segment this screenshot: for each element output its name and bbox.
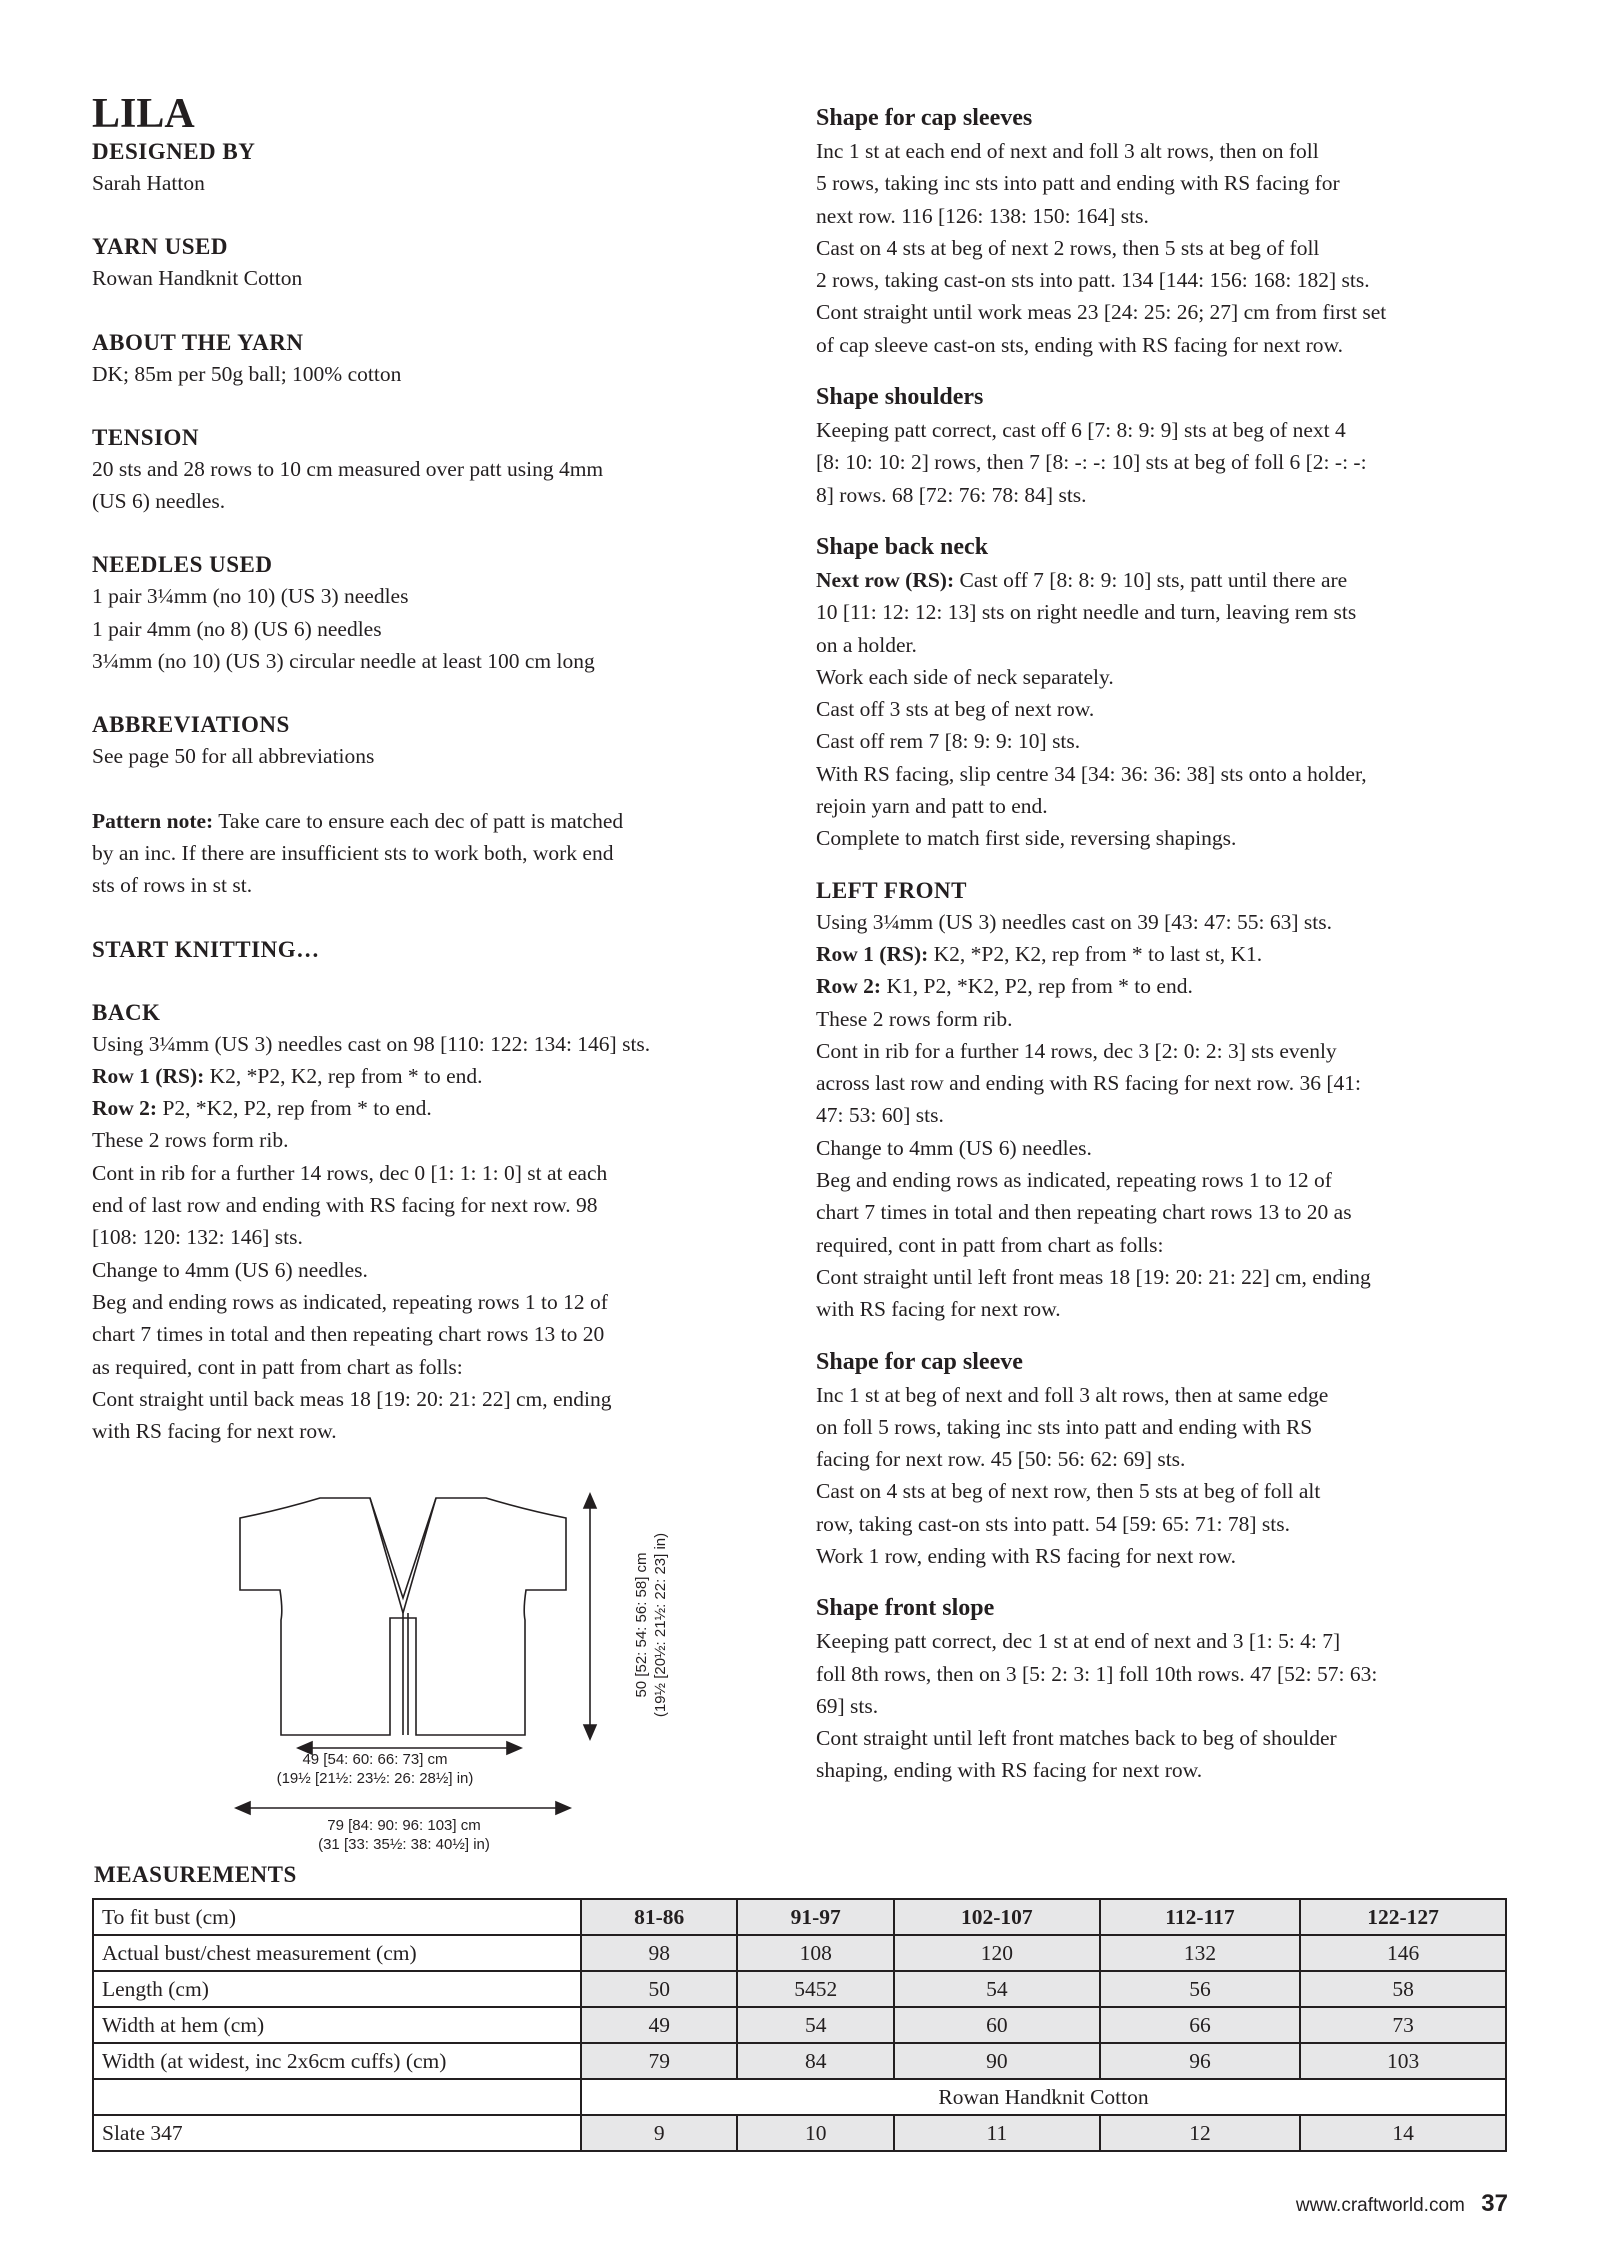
back-line: chart 7 times in total and then repeating chart rows 13 to 20 [92,1322,605,1347]
cap-sleeves-heading: Shape for cap sleeves [816,105,1033,131]
tension-line: (US 6) needles. [92,489,226,514]
cap-sleeves-line: Inc 1 st at each end of next and foll 3 alt rows, then on foll [816,139,1319,163]
value-cell: 79 [581,2043,737,2079]
back-row-2 [92,1092,792,1124]
value-cell: 9 [581,2115,737,2151]
left-front-heading: LEFT FRONT [816,877,967,903]
left-front-line: chart 7 times in total and then repeating chart rows 13 to 20 as [816,1200,1352,1225]
back-line: Beg and ending rows as indicated, repeating rows 1 to 12 of [92,1289,608,1314]
back-line: [108: 120: 132: 146] sts. [92,1225,303,1250]
shoulders-line: 8] rows. 68 [72: 76: 78: 84] sts. [816,482,1087,507]
cap-sleeve-line: Inc 1 st at beg of next and foll 3 alt rows, then at same edge [816,1382,1329,1407]
value-cell: 50 [581,1971,737,2007]
value-cell: 120 [894,1935,1100,1971]
table-row [93,1971,1506,2007]
front-slope-line: 69] sts. [816,1693,879,1718]
back-line: Change to 4mm (US 6) needles. [92,1257,368,1282]
row-label: To fit bust (cm) [93,1899,581,1935]
back-line: as required, cont in patt from chart as folls: [92,1354,463,1379]
size-cell: 112-117 [1100,1899,1300,1935]
back-neck-line: rejoin yarn and patt to end. [816,794,1048,819]
pattern-note-line: by an inc. If there are insufficient sts to work both, work end [92,840,614,865]
cap-sleeves-line: Cont straight until work meas 23 [24: 25: 26; 27] cm from first set [816,300,1387,325]
left-column [92,92,792,1447]
row-lead: Row 2: [816,974,882,999]
value-cell: 146 [1300,1935,1506,1971]
value-cell: 11 [894,2115,1100,2151]
back-neck-line: Work each side of neck separately. [816,664,1114,689]
cap-sleeves-line: of cap sleeve cast-on sts, ending with RS facing for next row. [816,332,1344,357]
table-row [93,2007,1506,2043]
row-text: K2, *P2, K2, rep from * to end. [204,1063,483,1088]
back-line: Cont in rib for a further 14 rows, dec 0 [1: 1: 1: 0] st at each [92,1160,608,1185]
needles-line: 3¼mm (no 10) (US 3) circular needle at least 100 cm long [92,649,595,674]
back-neck-line: 10 [11: 12: 12: 13] sts on right needle and turn, leaving rem sts [816,600,1357,625]
back-line: Cont straight until back meas 18 [19: 20: 21: 22] cm, ending [92,1386,612,1411]
size-cell: 81-86 [581,1899,737,1935]
page-footer [1296,2190,1508,2218]
back-heading: BACK [92,999,161,1025]
value-cell: 66 [1100,2007,1300,2043]
row-label: Actual bust/chest measurement (cm) [93,1935,581,1971]
table-row [93,2079,1506,2115]
page-number: 37 [1481,2190,1508,2217]
value-cell: 14 [1300,2115,1506,2151]
cap-sleeves-line: 2 rows, taking cast-on sts into patt. 134 [144: 156: 168: 182] sts. [816,268,1370,293]
value-cell: 96 [1100,2043,1300,2079]
left-front-line: required, cont in patt from chart as folls: [816,1232,1164,1257]
left-front-row-2 [816,970,1516,1002]
start-knitting-heading: START KNITTING… [92,936,320,962]
left-front-row-1 [816,938,1516,970]
value-cell: 12 [1100,2115,1300,2151]
value-cell: 49 [581,2007,737,2043]
back-line: These 2 rows form rib. [92,1128,289,1153]
row-label: Width (at widest, inc 2x6cm cuffs) (cm) [93,2043,581,2079]
row-lead: Row 1 (RS): [816,941,929,966]
value-cell: 10 [737,2115,893,2151]
value-cell: 60 [894,2007,1100,2043]
row-label: Slate 347 [93,2115,581,2151]
row-label: Width at hem (cm) [93,2007,581,2043]
row-label [93,2079,581,2115]
back-line: with RS facing for next row. [92,1419,337,1444]
left-front-line: Cont in rib for a further 14 rows, dec 3 [2: 0: 2: 3] sts evenly [816,1038,1337,1063]
table-row [93,2043,1506,2079]
shoulders-line: [8: 10: 10: 2] rows, then 7 [8: -: -: 10] sts at beg of foll 6 [2: -: -: [816,450,1367,475]
back-neck-line: With RS facing, slip centre 34 [34: 36: 36: 38] sts onto a holder, [816,761,1367,786]
value-cell: 98 [581,1935,737,1971]
front-slope-line: Cont straight until left front matches back to beg of shoulder [816,1726,1337,1751]
row-text: K1, P2, *K2, P2, rep from * to end. [881,974,1193,999]
row-text: K2, *P2, K2, rep from * to last st, K1. [928,941,1263,966]
left-front-line: Using 3¼mm (US 3) needles cast on 39 [43: 47: 55: 63] sts. [816,909,1332,934]
left-front-line: Change to 4mm (US 6) needles. [816,1135,1092,1160]
row-lead: Next row (RS): [816,567,955,592]
row-label: Length (cm) [93,1971,581,2007]
shoulders-line: Keeping patt correct, cast off 6 [7: 8: 9: 9] sts at beg of next 4 [816,418,1346,443]
table-row [93,1935,1506,1971]
value-cell: 132 [1100,1935,1300,1971]
pattern-note-line: sts of rows in st st. [92,873,253,898]
abbreviations-text: See page 50 for all abbreviations [92,744,375,769]
garment-schematic [220,1480,669,1853]
cap-sleeve-line: on foll 5 rows, taking inc sts into patt and ending with RS [816,1414,1313,1439]
value-cell: 5452 [737,1971,893,2007]
value-cell: 103 [1300,2043,1506,2079]
back-neck-next-row [816,564,1516,596]
front-slope-line: shaping, ending with RS facing for next row. [816,1758,1203,1783]
cap-sleeve-line: Cast on 4 sts at beg of next row, then 5 sts at beg of foll alt [816,1479,1321,1504]
row-lead: Row 1 (RS): [92,1063,205,1088]
back-neck-line: on a holder. [816,632,917,657]
size-cell: 122-127 [1300,1899,1506,1935]
front-slope-line: foll 8th rows, then on 3 [5: 2: 3: 1] foll 10th rows. 47 [52: 57: 63: [816,1661,1378,1686]
cap-sleeves-line: next row. 116 [126: 138: 150: 164] sts. [816,203,1149,228]
needles-heading: NEEDLES USED [92,552,273,578]
pattern-note [92,805,792,837]
measurements-heading: MEASUREMENTS [94,1862,297,1887]
size-cell: 91-97 [737,1899,893,1935]
value-cell: 58 [1300,1971,1506,2007]
pattern-title: LILA [92,91,195,137]
footer-url[interactable]: www.craftworld.com [1295,2195,1465,2216]
front-slope-heading: Shape front slope [816,1595,995,1622]
needles-line: 1 pair 4mm (no 8) (US 6) needles [92,616,382,641]
back-neck-line: Complete to match first side, reversing shapings. [816,826,1237,851]
needles-line: 1 pair 3¼mm (no 10) (US 3) needles [92,584,409,609]
shoulders-heading: Shape shoulders [816,384,984,411]
left-front-line: Beg and ending rows as indicated, repeating rows 1 to 12 of [816,1168,1332,1193]
length-cm: 50 [52: 54: 56: 58] cm [633,1552,650,1698]
value-cell: 73 [1300,2007,1506,2043]
table-row [93,2115,1506,2151]
measurements-table [92,1898,1507,2152]
designer-name: Sarah Hatton [92,171,205,195]
left-front-line: Cont straight until left front meas 18 [19: 20: 21: 22] cm, ending [816,1264,1371,1289]
cap-sleeve-line: row, taking cast-on sts into patt. 54 [59: 65: 71: 78] sts. [816,1511,1290,1536]
left-front-line: These 2 rows form rib. [816,1006,1013,1031]
value-cell: 54 [894,1971,1100,2007]
table-row [93,1899,1506,1935]
back-line: Using 3¼mm (US 3) needles cast on 98 [110: 122: 134: 146] sts. [92,1031,651,1056]
back-neck-heading: Shape back neck [816,533,989,560]
hem-width-in: (19½ [21½: 23½: 26: 28½] in) [276,1770,474,1787]
back-neck-line: Cast off rem 7 [8: 9: 9: 10] sts. [816,729,1081,754]
back-row-1 [92,1060,792,1092]
yarn-name-cell: Rowan Handknit Cotton [581,2079,1506,2115]
total-width-cm: 79 [84: 90: 96: 103] cm [327,1817,481,1834]
about-yarn-heading: ABOUT THE YARN [92,329,304,355]
size-cell: 102-107 [894,1899,1100,1935]
length-in: (19½ [20½: 21½: 22: 23] in) [652,1532,669,1718]
value-cell: 54 [737,2007,893,2043]
cap-sleeve-line: facing for next row. 45 [50: 56: 62: 69] sts. [816,1447,1186,1472]
left-front-line: 47: 53: 60] sts. [816,1103,944,1128]
cap-sleeves-line: 5 rows, taking inc sts into patt and ending with RS facing for [816,171,1340,196]
value-cell: 56 [1100,1971,1300,2007]
hem-width-cm: 49 [54: 60: 66: 73] cm [302,1751,448,1768]
about-yarn-text: DK; 85m per 50g ball; 100% cotton [92,361,402,386]
cap-sleeves-line: Cast on 4 sts at beg of next 2 rows, then 5 sts at beg of foll [816,235,1320,260]
value-cell: 108 [737,1935,893,1971]
left-front-line: with RS facing for next row. [816,1297,1061,1322]
value-cell: 90 [894,2043,1100,2079]
row-text: P2, *K2, P2, rep from * to end. [157,1096,432,1121]
row-lead: Row 2: [92,1096,158,1121]
back-neck-line: Cast off 3 sts at beg of next row. [816,697,1095,722]
right-column [816,102,1516,1787]
row-text: Cast off 7 [8: 8: 9: 10] sts, patt until there are [954,567,1348,592]
pattern-note-lead: Pattern note: [92,808,214,833]
cap-sleeve-heading: Shape for cap sleeve [816,1348,1023,1375]
yarn-used-text: Rowan Handknit Cotton [92,266,303,291]
tension-line: 20 sts and 28 rows to 10 cm measured over patt using 4mm [92,456,604,481]
abbreviations-heading: ABBREVIATIONS [92,712,290,738]
front-slope-line: Keeping patt correct, dec 1 st at end of next and 3 [1: 5: 4: 7] [816,1629,1341,1654]
tension-heading: TENSION [92,424,200,450]
back-line: end of last row and ending with RS facing for next row. 98 [92,1193,598,1218]
yarn-used-heading: YARN USED [92,234,228,260]
designed-by-heading: DESIGNED BY [92,139,256,164]
value-cell: 84 [737,2043,893,2079]
left-front-line: across last row and ending with RS facing for next row. 36 [41: [816,1071,1361,1096]
cap-sleeve-line: Work 1 row, ending with RS facing for next row. [816,1543,1237,1568]
total-width-in: (31 [33: 35½: 38: 40½] in) [318,1836,490,1853]
pattern-note-text: Take care to ensure each dec of patt is matched [213,808,624,833]
